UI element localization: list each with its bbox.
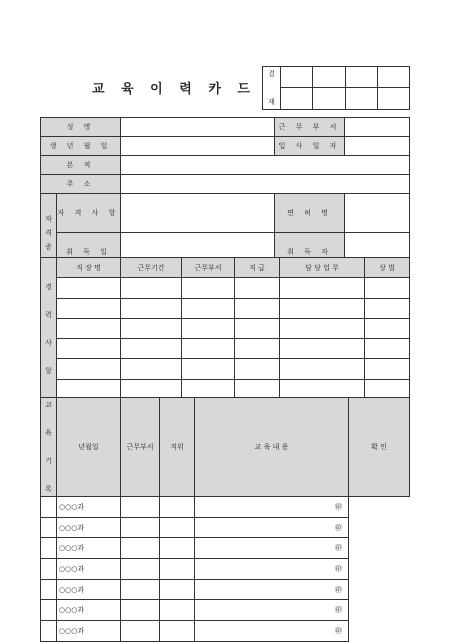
edu-dept-cell[interactable]: ○○○과 xyxy=(57,621,121,642)
career-cell[interactable] xyxy=(280,318,365,338)
approval-cell[interactable] xyxy=(313,67,345,88)
career-header-dept: 근무부서 xyxy=(182,258,235,278)
acquirer-label: 취 득 자 xyxy=(275,233,345,272)
career-cell[interactable] xyxy=(235,318,280,338)
birth-label: 생 년 월 일 xyxy=(41,137,121,156)
edu-date-cell[interactable] xyxy=(41,621,57,642)
edu-date-cell[interactable] xyxy=(41,600,57,621)
address-field[interactable] xyxy=(121,175,410,194)
edu-header-content: 교 육 내 용 xyxy=(195,398,349,497)
edu-header-confirm: 확 인 xyxy=(349,398,410,497)
career-row xyxy=(41,359,410,379)
career-header-duty: 담 당 업 무 xyxy=(280,258,365,278)
career-cell[interactable] xyxy=(182,278,235,298)
career-cell[interactable] xyxy=(57,318,121,338)
career-header-award: 상 벌 xyxy=(365,258,410,278)
edu-position-cell[interactable] xyxy=(121,517,160,538)
edu-content-cell[interactable] xyxy=(160,621,195,642)
career-cell[interactable] xyxy=(57,359,121,379)
personal-info-table xyxy=(40,117,410,272)
edu-position-cell[interactable] xyxy=(121,538,160,559)
edu-content-cell[interactable] xyxy=(160,538,195,559)
cert-item-field[interactable] xyxy=(121,194,275,233)
license-field[interactable] xyxy=(345,194,410,233)
edu-content-cell[interactable] xyxy=(160,600,195,621)
edu-content-cell[interactable] xyxy=(160,497,195,518)
education-row xyxy=(41,538,410,559)
edu-date-cell[interactable] xyxy=(41,497,57,518)
career-section-label: 경 력 사 항 xyxy=(41,258,57,400)
edu-confirm-cell[interactable]: ㊞ xyxy=(195,517,349,538)
career-cell[interactable] xyxy=(121,359,182,379)
edu-confirm-cell[interactable]: ㊞ xyxy=(195,497,349,518)
dept-field[interactable] xyxy=(345,118,410,137)
education-row xyxy=(41,579,410,600)
address-label: 주 소 xyxy=(41,175,121,194)
career-cell[interactable] xyxy=(365,359,410,379)
career-row xyxy=(41,278,410,298)
edu-content-cell[interactable] xyxy=(160,559,195,580)
career-cell[interactable] xyxy=(182,318,235,338)
cert-section-label: 자 격 증 xyxy=(41,194,57,272)
career-cell[interactable] xyxy=(121,278,182,298)
edu-dept-cell[interactable]: ○○○과 xyxy=(57,497,121,518)
education-row xyxy=(41,600,410,621)
approval-label: 결 재 xyxy=(263,67,281,110)
approval-cell[interactable] xyxy=(281,67,313,88)
career-cell[interactable] xyxy=(182,359,235,379)
edu-confirm-cell[interactable]: ㊞ xyxy=(195,600,349,621)
approval-cell[interactable] xyxy=(345,67,377,88)
career-cell[interactable] xyxy=(121,318,182,338)
edu-dept-cell[interactable]: ○○○과 xyxy=(57,579,121,600)
edu-position-cell[interactable] xyxy=(121,559,160,580)
edu-header-dept: 근무부서 xyxy=(121,398,160,497)
career-cell[interactable] xyxy=(365,318,410,338)
name-label: 성 명 xyxy=(41,118,121,137)
acquired-date-label: 취 득 일 xyxy=(57,233,121,272)
approval-cell[interactable] xyxy=(377,67,409,88)
cert-item-label: 자 격 사 항 xyxy=(57,194,121,233)
education-row xyxy=(41,517,410,538)
career-cell[interactable] xyxy=(235,278,280,298)
license-label: 면 허 명 xyxy=(275,194,345,233)
career-header-period: 근무기간 xyxy=(121,258,182,278)
edu-confirm-cell[interactable]: ㊞ xyxy=(195,579,349,600)
approval-cell[interactable] xyxy=(345,87,377,109)
edu-content-cell[interactable] xyxy=(160,579,195,600)
career-cell[interactable] xyxy=(280,278,365,298)
career-cell[interactable] xyxy=(280,339,365,359)
edu-date-cell[interactable] xyxy=(41,517,57,538)
career-cell[interactable] xyxy=(365,298,410,318)
approval-cell[interactable] xyxy=(377,87,409,109)
approval-cell[interactable] xyxy=(313,87,345,109)
page-title: 교 육 이 력 카 드 xyxy=(92,82,256,97)
join-date-field[interactable] xyxy=(345,137,410,156)
edu-date-cell[interactable] xyxy=(41,559,57,580)
career-header-rank: 직 급 xyxy=(235,258,280,278)
edu-dept-cell[interactable]: ○○○과 xyxy=(57,559,121,580)
edu-header-position: 직위 xyxy=(160,398,195,497)
career-cell[interactable] xyxy=(365,278,410,298)
origin-label: 본 적 xyxy=(41,156,121,175)
education-row xyxy=(41,621,410,642)
dept-label: 근 무 부 서 xyxy=(275,118,345,137)
edu-content-cell[interactable] xyxy=(160,517,195,538)
career-cell[interactable] xyxy=(235,359,280,379)
birth-field[interactable] xyxy=(121,137,275,156)
edu-confirm-cell[interactable]: ㊞ xyxy=(195,621,349,642)
career-table xyxy=(40,257,410,400)
career-header-company: 직 장 명 xyxy=(57,258,121,278)
edu-dept-cell[interactable]: ○○○과 xyxy=(57,517,121,538)
career-row xyxy=(41,339,410,359)
career-cell[interactable] xyxy=(121,298,182,318)
edu-position-cell[interactable] xyxy=(121,497,160,518)
edu-dept-cell[interactable]: ○○○과 xyxy=(57,600,121,621)
edu-header-date: 년월일 xyxy=(57,398,121,497)
edu-confirm-cell[interactable]: ㊞ xyxy=(195,538,349,559)
edu-dept-cell[interactable]: ○○○과 xyxy=(57,538,121,559)
career-cell[interactable] xyxy=(365,339,410,359)
join-date-label: 입 사 일 자 xyxy=(275,137,345,156)
career-cell[interactable] xyxy=(121,339,182,359)
education-row xyxy=(41,559,410,580)
career-cell[interactable] xyxy=(182,339,235,359)
name-field[interactable] xyxy=(121,118,275,137)
career-row xyxy=(41,298,410,318)
origin-field[interactable] xyxy=(121,156,410,175)
edu-position-cell[interactable] xyxy=(121,600,160,621)
edu-position-cell[interactable] xyxy=(121,621,160,642)
approval-cell[interactable] xyxy=(281,87,313,109)
education-section-label: 교 육 기 록 xyxy=(41,398,57,497)
edu-confirm-cell[interactable]: ㊞ xyxy=(195,559,349,580)
career-cell[interactable] xyxy=(57,339,121,359)
career-cell[interactable] xyxy=(235,298,280,318)
career-cell[interactable] xyxy=(57,298,121,318)
career-cell[interactable] xyxy=(57,278,121,298)
career-cell[interactable] xyxy=(280,359,365,379)
edu-date-cell[interactable] xyxy=(41,538,57,559)
education-table xyxy=(40,397,410,642)
approval-box xyxy=(262,66,410,110)
career-row xyxy=(41,318,410,338)
career-cell[interactable] xyxy=(182,298,235,318)
edu-position-cell[interactable] xyxy=(121,579,160,600)
education-row xyxy=(41,497,410,518)
edu-date-cell[interactable] xyxy=(41,579,57,600)
career-cell[interactable] xyxy=(280,298,365,318)
career-cell[interactable] xyxy=(235,339,280,359)
